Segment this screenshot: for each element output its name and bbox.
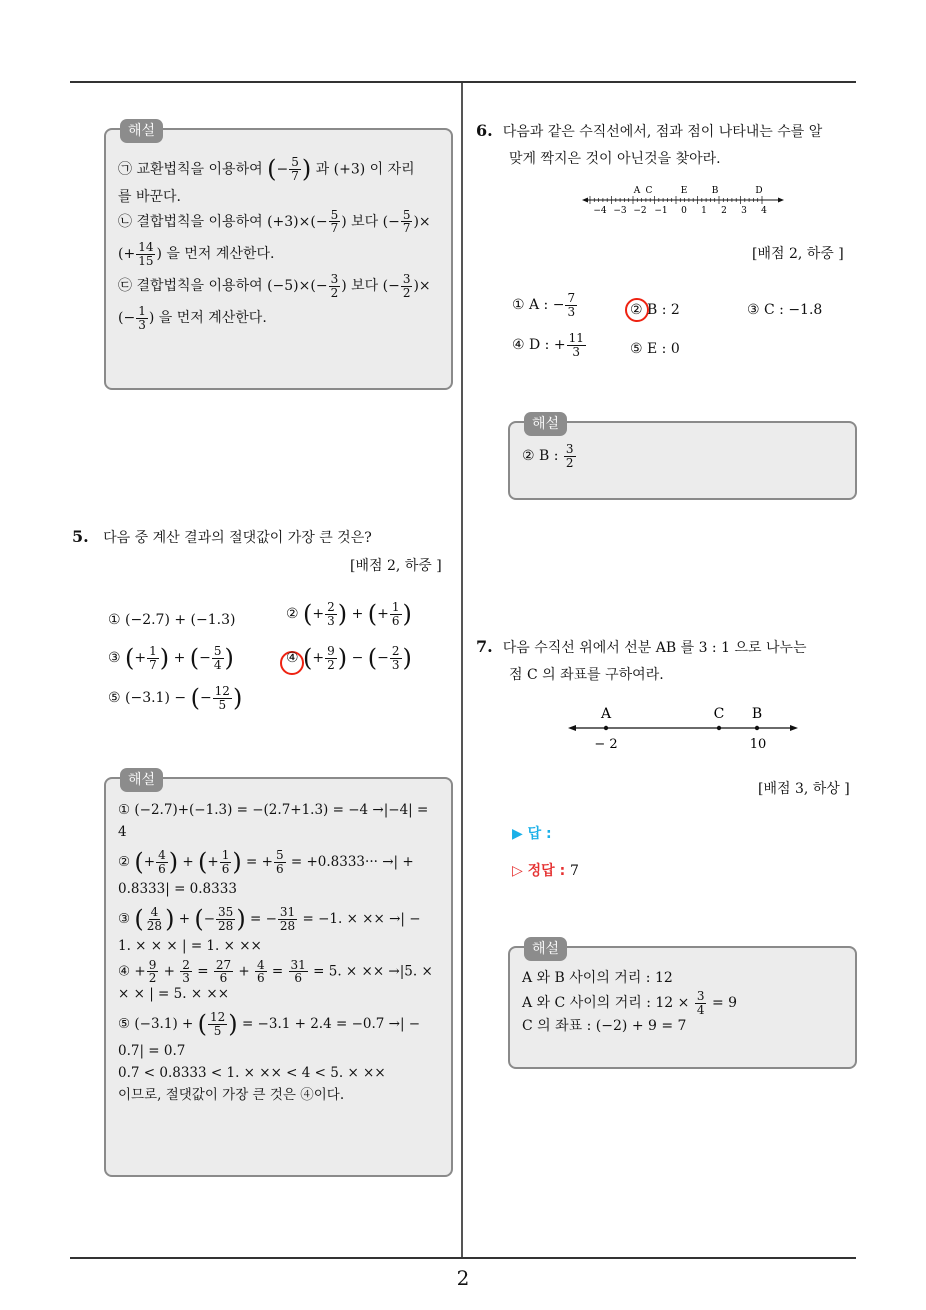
question-number: 6. bbox=[476, 121, 493, 140]
exp5-row1: ① (−2.7)+(−1.3) = −(2.7+1.3) = −4 →|−4| = bbox=[118, 802, 429, 818]
arrow-left-icon bbox=[568, 725, 576, 731]
choice-4: ④ D : + $\frac{11}{3}$ bbox=[512, 331, 584, 359]
question-number: 7. bbox=[476, 637, 493, 656]
exp5-row2: ② (+ $\frac{4}{6}$ ) + (+ $\frac{1}{6}$ ) = + $\frac{5}{6}$ = +0.8333··· →| + bbox=[118, 848, 414, 876]
exp5-row5b: 0.7| = 0.7 bbox=[118, 1042, 186, 1059]
choice-5: ⑤ (−3.1) − (− $\frac{12}{5}$ ) bbox=[108, 683, 243, 712]
score-q7: [배점 3, 하상 ] bbox=[758, 781, 850, 797]
arrow-right-icon bbox=[790, 725, 798, 731]
exp4-line6: (− $\frac{1}{3}$ ) 을 먼저 계산한다. bbox=[118, 304, 267, 332]
point-label-b: B bbox=[711, 186, 719, 196]
exp4-line2: 를 바꾼다. bbox=[118, 188, 181, 205]
question-5 bbox=[72, 522, 372, 552]
point-b bbox=[755, 726, 759, 730]
footer-rule bbox=[70, 1257, 856, 1259]
exp5-row4b: × × | = 5. × ×× bbox=[118, 985, 230, 1002]
tick-label: 2 bbox=[721, 206, 727, 216]
column-divider bbox=[461, 83, 463, 1257]
explanation-tag: 해설 bbox=[524, 937, 567, 961]
exp5-row1b: 4 bbox=[118, 824, 127, 840]
answer-label: ▶ 답 : bbox=[512, 826, 552, 842]
question-6: 6. 다음과 같은 수직선에서, 점과 점이 나타내는 수를 알 맞게 짝지은 것이 아닌것을 찾아라. bbox=[476, 121, 823, 168]
point-label-e: E bbox=[680, 186, 688, 196]
exp4-line1: ㉠ 교환법칙을 이용하여 (− $\frac{5}{7}$ ) 과 (+3) 이 자리 bbox=[118, 155, 415, 183]
choice-2: ② (+ $\frac{2}{3}$ ) + (+ $\frac{1}{6}$ ) bbox=[286, 599, 412, 628]
point-label-d: D bbox=[755, 186, 763, 196]
point-label-a: A bbox=[633, 186, 641, 196]
tick-label: −4 bbox=[593, 206, 607, 216]
label-a: A bbox=[600, 706, 612, 722]
arrow-right-icon bbox=[778, 198, 784, 203]
exp4-line4: (+ $\frac{14}{15}$ ) 을 먼저 계산한다. bbox=[118, 239, 275, 268]
exp7-line1: A 와 B 사이의 거리 : 12 bbox=[522, 970, 673, 986]
number-line-q7 bbox=[568, 702, 798, 756]
choice-1: ① (−2.7) + (−1.3) bbox=[108, 612, 236, 628]
tick-label: −2 bbox=[633, 206, 647, 216]
tick-marks bbox=[590, 196, 762, 204]
score-q5: [배점 2, 하중 ] bbox=[350, 558, 442, 574]
label-b: B bbox=[751, 706, 763, 722]
exp6-line: ② B : $\frac{3}{2}$ bbox=[522, 442, 574, 470]
exp5-row3b: 1. × × × | = 1. × ×× bbox=[118, 937, 262, 954]
exp5-row6: 0.7 < 0.8333 < 1. × ×× < 4 < 5. × ×× bbox=[118, 1064, 386, 1081]
point-c bbox=[717, 726, 721, 730]
choice-3: ③ C : −1.8 bbox=[747, 302, 823, 318]
tick-label: −1 bbox=[654, 206, 668, 216]
number-line-q6 bbox=[582, 182, 784, 218]
exp5-row2b: 0.8333| = 0.8333 bbox=[118, 880, 237, 897]
value-a: − 2 bbox=[594, 737, 618, 752]
point-label-c: C bbox=[645, 186, 653, 196]
tick-label: −3 bbox=[613, 206, 627, 216]
explanation-tag: 해설 bbox=[120, 119, 163, 143]
explanation-box-q6 bbox=[508, 416, 857, 500]
question-7: 7. 다음 수직선 위에서 선분 AB 를 3 : 1 으로 나누는 점 C 의 좌표를 구하여라. bbox=[476, 637, 807, 684]
correct-answer-value: 7 bbox=[570, 863, 579, 879]
choice-5: ⑤ E : 0 bbox=[630, 341, 680, 357]
exp4-line3: ㉡ 결합법칙을 이용하여 (+3)×(− $\frac{5}{7}$ ) 보다 (− $\frac{5}{7}$ )× bbox=[118, 207, 431, 236]
explanation-tag: 해설 bbox=[120, 768, 163, 792]
label-c: C bbox=[713, 706, 725, 722]
tick-label: 1 bbox=[701, 206, 707, 216]
explanation-box-q7 bbox=[508, 941, 857, 1069]
exp5-row5: ⑤ (−3.1) + ( $\frac{12}{5}$ ) = −3.1 + 2.4 = −0.7 →| − bbox=[118, 1009, 421, 1038]
value-b: 10 bbox=[749, 737, 767, 752]
exp7-line3: C 의 좌표 : (−2) + 9 = 7 bbox=[522, 1018, 687, 1035]
question-number: 5. bbox=[72, 527, 89, 546]
score-q6: [배점 2, 하중 ] bbox=[752, 246, 844, 262]
labeled-points bbox=[633, 186, 763, 196]
exp5-row7: 이므로, 절댓값이 가장 큰 것은 ④이다. bbox=[118, 1086, 345, 1103]
tick-label: 4 bbox=[761, 206, 767, 216]
exp5-row4: ④ + $\frac{9}{2}$ + $\frac{2}{3}$ = $\frac{27}{6}$ + $\frac{4}{6}$ = $\frac{31}{6}$ = 5. × ×× →|5. × bbox=[118, 957, 433, 986]
exp4-line5: ㉢ 결합법칙을 이용하여 (−5)×(− $\frac{3}{2}$ ) 보다 (− $\frac{3}{2}$ )× bbox=[118, 272, 431, 300]
page-number: 2 bbox=[456, 1266, 470, 1290]
choice-4: ④ (+ $\frac{9}{2}$ ) − (− $\frac{2}{3}$ ) bbox=[286, 643, 412, 672]
tick-labels bbox=[593, 206, 767, 216]
explanation-box-q4 bbox=[104, 123, 453, 390]
point-a bbox=[604, 726, 608, 730]
choice-2: ② B : 2 bbox=[630, 302, 680, 318]
choice-1: ① A : − $\frac{7}{3}$ bbox=[512, 291, 576, 319]
explanation-box-q5 bbox=[104, 772, 453, 1177]
tick-label: 0 bbox=[681, 206, 687, 216]
exp7-line2: A 와 C 사이의 거리 : 12 × $\frac{3}{4}$ = 9 bbox=[522, 989, 738, 1017]
header-rule bbox=[70, 81, 856, 83]
question-text: 다음 중 계산 결과의 절댓값이 가장 큰 것은? bbox=[103, 530, 372, 546]
exp5-row3: ③ ( $\frac{4}{28}$ ) + (− $\frac{35}{28}$ ) = − $\frac{31}{28}$ = −1. × ×× →| − bbox=[118, 904, 421, 933]
correct-answer-label: ▷ 정답 : 7 bbox=[512, 863, 579, 879]
explanation-tag: 해설 bbox=[524, 412, 567, 436]
tick-label: 3 bbox=[741, 206, 747, 216]
arrow-left-icon bbox=[582, 198, 588, 203]
choice-3: ③ (+ $\frac{1}{7}$ ) + (− $\frac{5}{4}$ ) bbox=[108, 643, 234, 672]
